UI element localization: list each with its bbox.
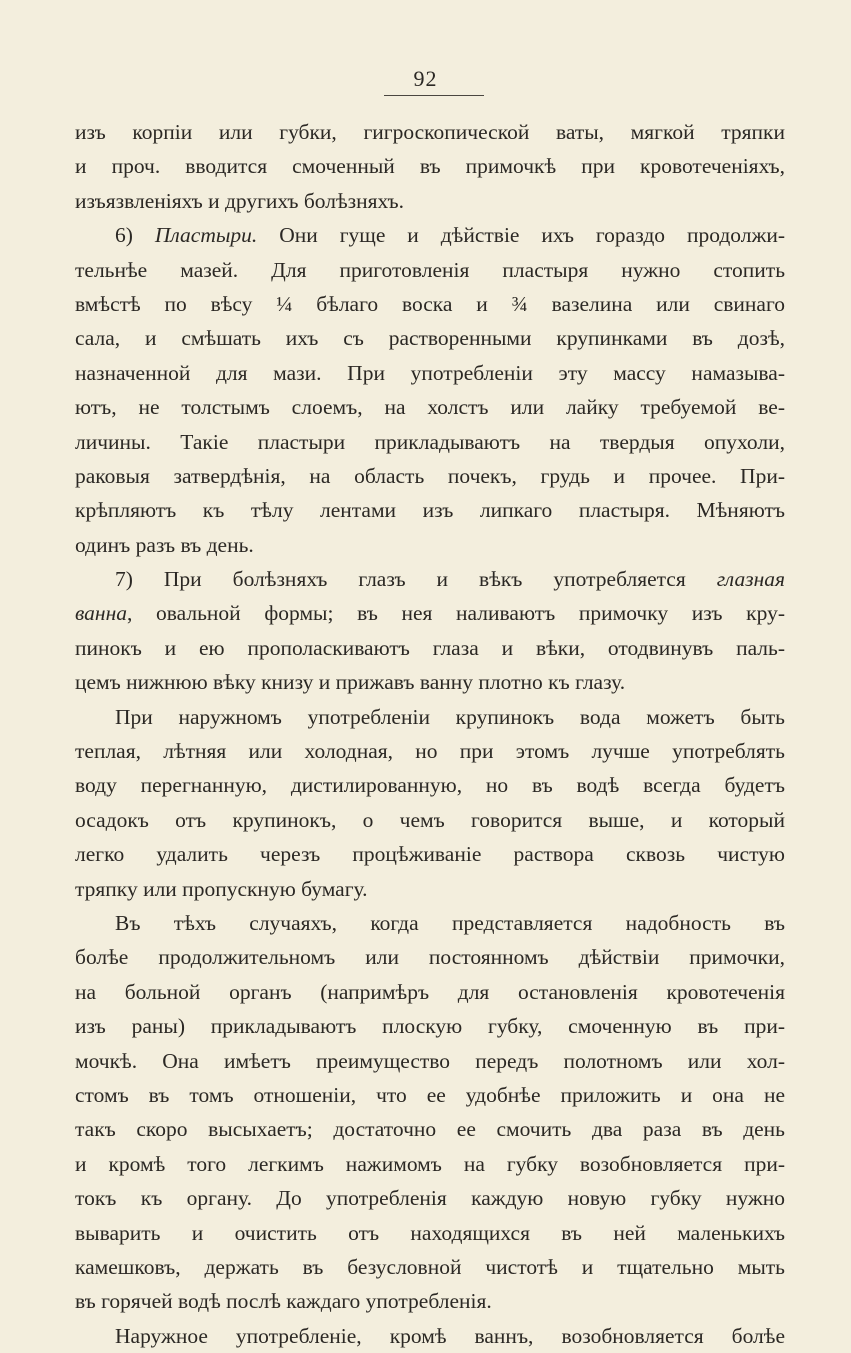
text-line <box>75 493 785 527</box>
line-text: камешковъ, держать въ безусловной чистотѣ и тщательно мыть <box>75 1254 785 1279</box>
line-text: выварить и очистить отъ находящихся въ ней маленькихъ <box>75 1220 785 1245</box>
page-number: 92 <box>413 66 438 91</box>
line-text: такъ скоро высыхаетъ; достаточно ее смочить два раза въ день <box>75 1117 785 1142</box>
italic-term: Пластыри. <box>154 223 258 248</box>
text-line <box>75 631 785 665</box>
text-line <box>75 184 785 218</box>
text-line <box>75 665 785 699</box>
text-line <box>75 596 785 630</box>
line-text: Наружное употребленіе, кромѣ ваннъ, возобновляется болѣе <box>115 1323 785 1348</box>
italic-term: глазная <box>716 567 785 592</box>
line-text: вмѣстѣ по вѣсу ¼ бѣлаго воска и ¾ вазелина или свинаго <box>75 291 785 316</box>
line-text: и проч. вводится смоченный въ примочкѣ при кровотеченіяхъ, <box>75 154 785 179</box>
line-text: 6) <box>115 223 155 248</box>
text-line <box>75 1250 785 1284</box>
text-line <box>75 803 785 837</box>
line-text: легко удалить черезъ процѣживаніе раствора сквозь чистую <box>75 842 785 867</box>
text-line <box>75 287 785 321</box>
line-text: одинъ разъ въ день. <box>75 532 254 557</box>
text-line <box>75 940 785 974</box>
text-line <box>75 734 785 768</box>
text-line <box>75 1319 785 1353</box>
line-text: болѣе продолжительномъ или постоянномъ дѣйствіи примочки, <box>75 945 785 970</box>
text-line <box>75 562 785 596</box>
header-rule <box>384 95 484 96</box>
text-line <box>75 1009 785 1043</box>
text-line <box>75 1078 785 1112</box>
line-text: тельнѣе мазей. Для приготовленія пластыря нужно стопить <box>75 257 785 282</box>
text-line <box>75 1044 785 1078</box>
text-line <box>75 975 785 1009</box>
line-text: воду перегнанную, дистилированную, но въ водѣ всегда будетъ <box>75 773 785 798</box>
line-text: тряпку или пропускную бумагу. <box>75 876 368 901</box>
line-text: стомъ въ томъ отношеніи, что ее удобнѣе приложить и она не <box>75 1082 785 1107</box>
text-line <box>75 459 785 493</box>
text-line <box>75 1181 785 1215</box>
text-line <box>75 1216 785 1250</box>
text-line <box>75 528 785 562</box>
text-line <box>75 218 785 252</box>
line-text: цемъ нижнюю вѣку книзу и прижавъ ванну плотно къ глазу. <box>75 670 626 695</box>
line-text: сала, и смѣшать ихъ съ растворенными крупинками въ дозѣ, <box>75 326 785 351</box>
text-line <box>75 253 785 287</box>
line-text: теплая, лѣтняя или холодная, но при этомъ лучше употреблять <box>75 739 785 764</box>
italic-term: ванна <box>75 601 128 626</box>
line-text: Въ тѣхъ случаяхъ, когда представляется надобность въ <box>115 910 785 935</box>
line-text: , овальной формы; въ нея наливаютъ примочку изъ кру- <box>127 601 785 626</box>
line-text: изъ раны) прикладываютъ плоскую губку, смоченную въ при- <box>75 1014 785 1039</box>
line-text: крѣпляютъ къ тѣлу лентами изъ липкаго пластыря. Мѣняютъ <box>75 498 785 523</box>
line-text: ютъ, не толстымъ слоемъ, на холстъ или лайку требуемой ве- <box>75 395 785 420</box>
line-text: и кромѣ того легкимъ нажимомъ на губку возобновляется при- <box>75 1151 785 1176</box>
text-line <box>75 768 785 802</box>
text-line <box>75 321 785 355</box>
line-text: раковыя затвердѣнія, на область почекъ, грудь и прочее. При- <box>75 463 785 488</box>
text-line <box>75 149 785 183</box>
line-text: изъязвленіяхъ и другихъ болѣзняхъ. <box>75 188 404 213</box>
text-line <box>75 872 785 906</box>
line-text: личины. Такіе пластыри прикладываютъ на твердыя опухоли, <box>75 429 785 454</box>
text-line <box>75 425 785 459</box>
text-line <box>75 1147 785 1181</box>
line-text: въ горячей водѣ послѣ каждаго употребленія. <box>75 1289 492 1314</box>
text-line <box>75 115 785 149</box>
line-text: токъ къ органу. До употребленія каждую новую губку нужно <box>75 1186 785 1211</box>
text-line <box>75 906 785 940</box>
line-text: на больной органъ (напримѣръ для остановленія кровотеченія <box>75 979 785 1004</box>
line-text: назначенной для мази. При употребленіи эту массу намазыва- <box>75 360 785 385</box>
line-text: мочкѣ. Она имѣетъ преимущество передъ полотномъ или хол- <box>75 1048 785 1073</box>
text-line <box>75 390 785 424</box>
line-text: 7) При болѣзняхъ глазъ и вѣкъ употребляется <box>115 567 717 592</box>
line-text: Они гуще и дѣйствіе ихъ гораздо продолжи- <box>257 223 785 248</box>
line-text: изъ корпіи или губки, гигроскопической ваты, мягкой тряпки <box>75 120 785 144</box>
text-line <box>75 356 785 390</box>
text-line <box>75 837 785 871</box>
line-text: При наружномъ употребленіи крупинокъ вода можетъ быть <box>115 704 785 729</box>
body-text <box>75 115 785 1353</box>
text-line <box>75 700 785 734</box>
line-text: осадокъ отъ крупинокъ, о чемъ говорится выше, и который <box>75 807 785 832</box>
line-text: пинокъ и ею прополаскиваютъ глаза и вѣки, отодвинувъ паль- <box>75 635 785 660</box>
text-line <box>75 1112 785 1146</box>
text-line <box>75 1284 785 1318</box>
